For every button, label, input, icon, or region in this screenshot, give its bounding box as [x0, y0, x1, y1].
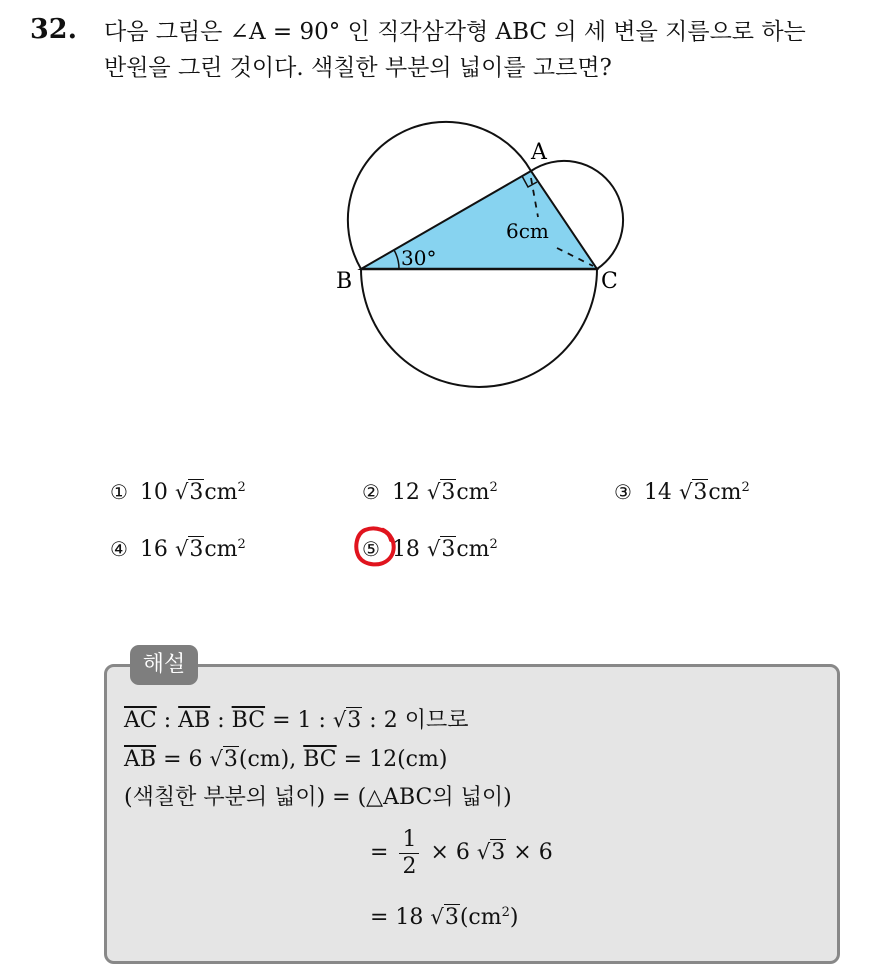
label-a: A [531, 140, 547, 165]
choice-marker: ⑤ [362, 537, 380, 561]
choice-exp: 2 [489, 537, 498, 552]
segment-ab: $\overline{AB}$ [124, 747, 157, 772]
choice-unit: cm [708, 480, 742, 505]
choice-marker: ② [362, 480, 380, 504]
ratio-sep: : [163, 708, 172, 733]
choice-4[interactable] [110, 530, 246, 565]
choice-unit: cm [204, 537, 238, 562]
ratio-sep: : [217, 708, 225, 733]
length-label: 6cm [506, 219, 549, 243]
segment-ac: $\overline{AC}$ [124, 708, 157, 733]
label-b: B [336, 269, 353, 294]
equals-sign: = [370, 840, 389, 865]
ab-value: = 6 [163, 747, 203, 772]
bc-value: = 12(cm) [343, 747, 448, 772]
segment-ab: $\overline{AB}$ [178, 708, 211, 733]
result-value: = 18 [370, 905, 424, 930]
semicircle-bc [361, 269, 597, 387]
segment-bc: $\overline{BC}$ [303, 747, 337, 772]
segment-bc: $\overline{BC}$ [231, 708, 266, 733]
ratio-tail: : 2 이므로 [369, 708, 469, 733]
choice-unit: cm [204, 480, 238, 505]
sqrt-sign: √3 [476, 840, 506, 865]
problem-text-line: 반원을 그린 것이다. 색칠한 부분의 넓이를 고르면? [104, 55, 612, 81]
choice-exp: 2 [237, 480, 246, 495]
ab-unit: (cm), [238, 747, 297, 772]
angle-label: 30° [401, 246, 437, 270]
sqrt-sign: √3 [332, 708, 362, 733]
choice-coef: 18 [391, 537, 420, 562]
solution-line-1 [124, 705, 468, 736]
solution-line-5 [370, 898, 518, 933]
times-six: × 6 [430, 840, 470, 865]
sqrt-sign: √3 [174, 537, 204, 562]
choice-coef: 10 [139, 480, 168, 505]
choice-marker: ① [110, 480, 128, 504]
choice-marker: ④ [110, 537, 128, 561]
choice-1[interactable] [110, 473, 246, 508]
sqrt-sign: √3 [678, 480, 708, 505]
sqrt-sign: √3 [430, 905, 459, 930]
choice-2[interactable] [362, 473, 498, 508]
choice-unit: cm [456, 480, 490, 505]
fraction: $\frac{1}{2}$ [399, 827, 419, 880]
problem-number: 32. [30, 14, 77, 45]
choice-coef: 12 [391, 480, 420, 505]
triangle-figure [0, 0, 884, 440]
solution-tab: 해설 [130, 645, 198, 685]
solution-line-2 [124, 744, 447, 775]
choice-exp: 2 [741, 480, 750, 495]
answer-circle-mark [353, 524, 397, 568]
ratio-value: = 1 : [272, 708, 326, 733]
choice-3[interactable] [614, 473, 750, 508]
sqrt-sign: √3 [174, 480, 204, 505]
times-six-tail: × 6 [513, 840, 553, 865]
choice-exp: 2 [237, 537, 246, 552]
choice-unit: cm [456, 537, 490, 562]
label-c: C [601, 269, 618, 294]
problem-text-line: 다음 그림은 ∠A = 90° 인 직각삼각형 ABC 의 세 변을 지름으로 하는 [104, 19, 806, 45]
sqrt-sign: √3 [426, 537, 456, 562]
result-close: ) [509, 905, 519, 930]
solution-line-4 [370, 822, 553, 883]
choice-exp: 2 [489, 480, 498, 495]
choice-marker: ③ [614, 480, 632, 504]
result-unit: (cm [459, 905, 502, 930]
sqrt-sign: √3 [209, 747, 238, 772]
result-exp: 2 [501, 905, 510, 920]
choice-coef: 16 [139, 537, 168, 562]
sqrt-sign: √3 [426, 480, 456, 505]
choice-coef: 14 [643, 480, 672, 505]
solution-line-3: (색칠한 부분의 넓이) = (△ABC의 넓이) [124, 785, 512, 810]
